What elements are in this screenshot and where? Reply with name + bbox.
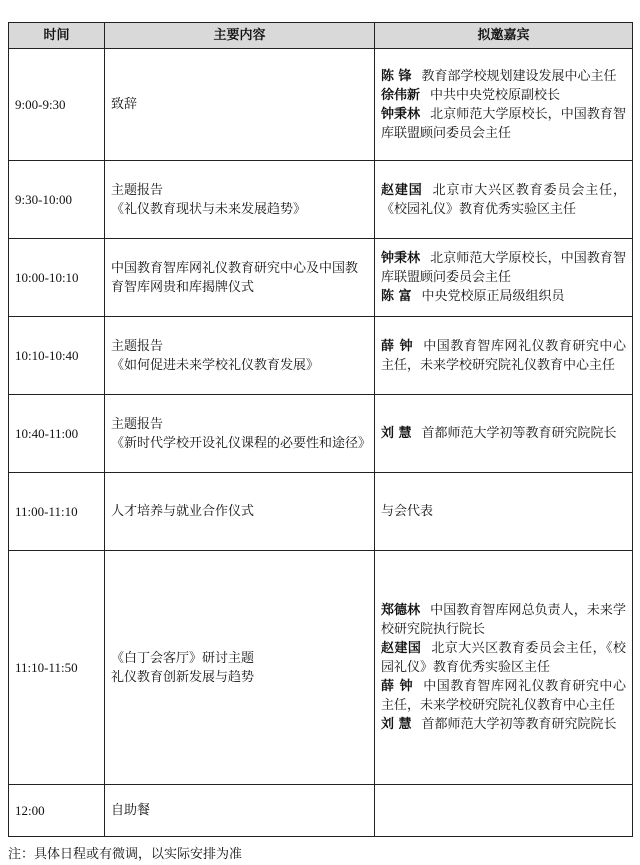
header-guests: 拟邀嘉宾 bbox=[375, 23, 633, 49]
content-cell bbox=[105, 551, 375, 785]
table-row bbox=[9, 49, 633, 161]
time-cell: 10:40-11:00 bbox=[9, 395, 105, 473]
guest-entry bbox=[381, 249, 626, 287]
content-line: 主题报告 bbox=[111, 416, 164, 432]
guest-name: 徐伟新 bbox=[381, 87, 421, 103]
content-cell bbox=[105, 161, 375, 239]
table-row bbox=[9, 161, 633, 239]
guests-cell bbox=[375, 161, 633, 239]
content-line: 主题报告 bbox=[111, 338, 164, 354]
content-line: 自助餐 bbox=[111, 803, 151, 818]
content-line: 礼仪教育创新发展与趋势 bbox=[111, 669, 255, 685]
guest-name: 钟秉林 bbox=[381, 251, 421, 266]
guest-name: 刘 慧 bbox=[381, 717, 412, 732]
guests-cell: 与会代表 bbox=[375, 473, 633, 551]
content-cell bbox=[105, 317, 375, 395]
time-cell: 11:10-11:50 bbox=[9, 551, 105, 785]
guest-entry bbox=[381, 86, 626, 105]
guest-title: 中共中央党校原副校长 bbox=[430, 87, 561, 103]
guest-name: 薛 钟 bbox=[381, 338, 414, 354]
content-line: 《新时代学校开设礼仪课程的必要性和途径》 bbox=[111, 435, 372, 451]
content-cell bbox=[105, 785, 375, 837]
table-row bbox=[9, 395, 633, 473]
table-row bbox=[9, 317, 633, 395]
guest-entry bbox=[381, 337, 626, 375]
content-line: 致辞 bbox=[111, 97, 138, 112]
guest-title: 中国教育智库网总负责人，未来学校研究院执行院长 bbox=[381, 603, 626, 637]
guests-cell bbox=[375, 395, 633, 473]
guest-title: 北京市大兴区教育委员会主任，《校园礼仪》教育优秀实验区主任 bbox=[381, 182, 626, 217]
guest-name: 钟秉林 bbox=[381, 106, 421, 122]
guest-title: 北京大兴区教育委员会主任，《校园礼仪》教育优秀实验区主任 bbox=[381, 641, 626, 675]
guests-cell bbox=[375, 785, 633, 837]
guest-name: 陈 锋 bbox=[381, 68, 412, 84]
footnote: 注：具体日程或有微调，以实际安排为准 bbox=[8, 847, 243, 862]
content-line: 《礼仪教育现状与未来发展趋势》 bbox=[111, 201, 307, 217]
header-row bbox=[9, 23, 633, 49]
content-cell bbox=[105, 395, 375, 473]
time-cell: 9:00-9:30 bbox=[9, 49, 105, 161]
content-line: 《白丁会客厅》研讨主题 bbox=[111, 650, 255, 666]
guest-title: 首都师范大学初等教育研究院院长 bbox=[421, 426, 617, 441]
guest-entry bbox=[381, 424, 626, 443]
content-cell bbox=[105, 239, 375, 317]
guests-cell bbox=[375, 551, 633, 785]
content-line: 主题报告 bbox=[111, 182, 164, 198]
guest-name: 赵建国 bbox=[381, 182, 423, 198]
time-cell: 9:30-10:00 bbox=[9, 161, 105, 239]
guest-name: 郑德林 bbox=[381, 603, 421, 618]
guest-entry bbox=[381, 67, 626, 86]
guest-name: 赵建国 bbox=[381, 641, 422, 656]
guests-cell bbox=[375, 239, 633, 317]
content-line: 中国教育智库网礼仪教育研究中心及中国教育智库网贵和库揭牌仪式 bbox=[111, 260, 359, 295]
content-line: 人才培养与就业合作仪式 bbox=[111, 504, 255, 519]
guest-entry bbox=[381, 715, 626, 734]
guest-title: 教育部学校规划建设发展中心主任 bbox=[421, 68, 617, 84]
guest-title: 中央党校原正局级组织员 bbox=[421, 289, 565, 304]
guests-cell bbox=[375, 317, 633, 395]
time-cell: 10:00-10:10 bbox=[9, 239, 105, 317]
guest-entry bbox=[381, 677, 626, 715]
guest-entry bbox=[381, 105, 626, 143]
guest-name: 陈 富 bbox=[381, 289, 412, 304]
table-row bbox=[9, 473, 633, 551]
time-cell: 12:00 bbox=[9, 785, 105, 837]
guest-entry bbox=[381, 639, 626, 677]
content-cell bbox=[105, 473, 375, 551]
content-cell bbox=[105, 49, 375, 161]
table-row bbox=[9, 785, 633, 837]
guest-entry bbox=[381, 287, 626, 306]
guest-title: 中国教育智库网礼仪教育研究中心主任，未来学校研究院礼仪教育中心主任 bbox=[381, 679, 626, 713]
guest-title: 中国教育智库网礼仪教育研究中心主任，未来学校研究院礼仪教育中心主任 bbox=[381, 338, 626, 373]
header-time: 时间 bbox=[9, 23, 105, 49]
guest-title: 北京师范大学原校长，中国教育智库联盟顾问委员会主任 bbox=[381, 106, 626, 141]
guest-title: 北京师范大学原校长，中国教育智库联盟顾问委员会主任 bbox=[381, 251, 626, 285]
table-row bbox=[9, 551, 633, 785]
guest-entry bbox=[381, 601, 626, 639]
table-row bbox=[9, 239, 633, 317]
guest-title: 首都师范大学初等教育研究院院长 bbox=[421, 717, 617, 732]
schedule-table bbox=[8, 22, 633, 837]
header-content: 主要内容 bbox=[105, 23, 375, 49]
guests-cell bbox=[375, 49, 633, 161]
time-cell: 11:00-11:10 bbox=[9, 473, 105, 551]
guest-name: 刘 慧 bbox=[381, 426, 412, 441]
guest-entry bbox=[381, 181, 626, 219]
content-line: 《如何促进未来学校礼仪教育发展》 bbox=[111, 357, 320, 373]
time-cell: 10:10-10:40 bbox=[9, 317, 105, 395]
guest-name: 薛 钟 bbox=[381, 679, 414, 694]
